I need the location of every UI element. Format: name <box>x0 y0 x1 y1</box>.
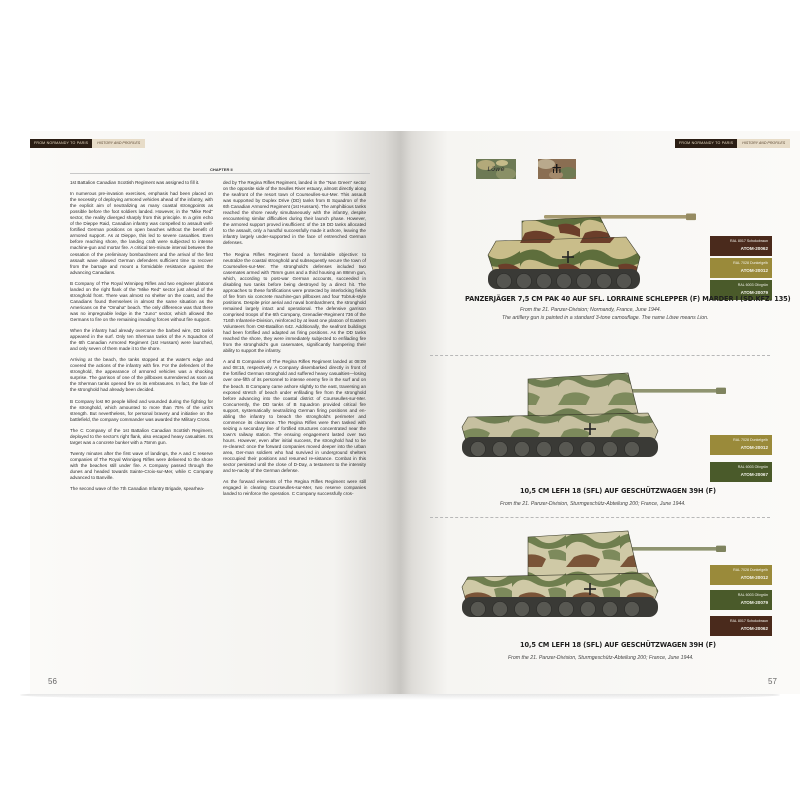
vehicle-profile-39h-a <box>458 369 728 465</box>
profile-title-3: 10,5 CM LEFH 18 (SFL) AUF GESCHÜTZWAGEN 39H (F) <box>520 641 716 649</box>
paragraph: Twenty minutes after the first wave of landings, the A and C reserve companies of The Royal Winnipeg Rifles were delivered to the shore with the beaches still under fire. A Company passed through the dunes and headed towards Sainte-Croix-sur-Mer, while C Company advanced to Banville. <box>70 450 213 481</box>
page-number-left: 56 <box>48 677 57 686</box>
paragraph: B Company of The Royal Winnipeg Rifles and two engineer platoons landed on the right flank of the "Mike Red" sector just ahead of the stronghold front. There was almost no shelter on the coast, and the Canadians found themselves in almost the same situation as the Americans on the "Omaha" beach. The only difference was that there was no impregnable ledge in the "Juno" sector, which allowed the Germans to fire on the remaining invading forces without fire support. <box>70 280 213 322</box>
open-book <box>30 131 791 694</box>
paragraph: Arriving at the beach, the tanks stopped at the water's edge and covered the actions of the infantry with fire. For the defenders of the stronghold, the appearance of armored vehicles was a shocking surprise. The garrison of one of the pillboxes surrendered as soon as the Sherman tanks opened fire on its embrasures. In fact, the fate of the stronghold had already been decided. <box>70 357 213 393</box>
color-swatch-3-3 <box>710 616 772 636</box>
paragraph: The Regina Rifles Regiment faced a formidable objective: to neutralize the coastal stronghold and subsequently secure the town of Courseulles-sur-Mer. The stronghold's defenses included two casemates armed with 75mm guns and a third housing an 88mm gun, which, according to post-war German accounts, succeeded in disabling two tanks before being destroyed by a direct hit. The approaches to these fortifications were protected by interlocking fields of fire from six concrete machine-gun pillboxes and four Tobruk-style positions. Despite prior aerial and naval bombardment, the stronghold remained largely intact and operational. The defensive garrison comprised troops of the 6th Company, Grenadier-Regiment 736 of the 716th Infanterie-Division, reinforced by at least one platoon of Eastern Volunteers from Ost-Bataillon 642. Additionally, the seafront buildings had been fortified and adapted as firing positions. As the DD tanks reached the shore, they were immediately subjected to enfilading fire from the stronghold's gun casemates, significantly hampering their ability to support the infantry. <box>223 251 366 354</box>
text-column-1 <box>70 180 213 497</box>
page-number-right: 57 <box>768 677 777 686</box>
vehicle-profile-39h-b <box>458 529 728 627</box>
color-swatch-3-1 <box>710 565 772 585</box>
ral-name: RAL 6003 Olivgrün <box>737 283 768 287</box>
right-page <box>400 131 800 694</box>
ral-name: RAL 7028 Dunkelgelb <box>733 568 768 572</box>
paint-code: ATOM-20067 <box>740 471 768 477</box>
paint-code: ATOM-20062 <box>740 625 768 631</box>
paragraph: The second wave of the 7th Canadian Infantry Brigade, spearhea- <box>70 486 205 492</box>
chapter-label: CHAPTER II <box>210 167 233 172</box>
profile-title-2: 10,5 CM LEFH 18 (SFL) AUF GESCHÜTZWAGEN 39H (F) <box>520 487 716 495</box>
paint-code: ATOM-20012 <box>740 267 768 273</box>
ral-name: RAL 6003 Olivgrün <box>737 465 768 469</box>
paragraph: ded by The Regina Rifles Regiment, landed in the "Nan Green" sector on the opposite side of the Seulles River estuary, almost directly along the seafront of the resort town of Courseulles-sur-Mer. This assault was supported by Duplex Drive (DD) tanks from B Squadron of the 6th Canadian Armored Regiment (1st Hussars). The amphibious tanks reached the shore nearly simultaneously with the infantry, despite encountering similar difficulties during their launch phase. However, the armored support proved insufficient: of the 19 DD tanks allocated to the assault, only a handful successfully made it ashore, leaving the infantry largely under-supported in the face of entrenched German defenses. <box>223 180 366 246</box>
paragraph: 1st Battalion Canadian Scottish Regiment was assigned to fill it. <box>70 180 200 185</box>
paragraph: The C Company of the 1st Battalion Canadian Scottish Regiment, deployed to the sector's right flank, also escaped heavy casualties. Its target was a concrete bunker with a 75mm gun. <box>70 427 213 445</box>
camo-sample-name-plate <box>476 159 516 179</box>
paragraph: B Company lost 90 people killed and wounded during the fighting for the stronghold, which amounted to more than 75% of the unit's strength. But nevertheless, for personal bravery and initiative on the battlefield, the company commander was awarded the Military Cross. <box>70 398 213 422</box>
paint-code: ATOM-20062 <box>740 245 768 251</box>
paragraph: When the infantry had already overcome the barbed wire, DD tanks appeared in the surf. Only ten Sherman tanks of the A Squadron of the 6th Canadian Armored Regiment (1st Hussars) were launched, and only seven of them made it to the shore. <box>70 328 213 352</box>
paint-code: ATOM-20012 <box>740 444 768 450</box>
vehicle-profile-marder-i <box>460 203 710 299</box>
left-page <box>30 131 400 694</box>
ral-name: RAL 8017 Schokobraun <box>729 619 768 623</box>
paragraph: As the forward elements of The Regina Rifles Regiment were still engaged in clearing Courseulles-sur-Mer, two reserve companies landed to reinforce the operation. C Company successfully cros- <box>223 479 366 497</box>
header-section: HISTORY AND PROFILES <box>92 139 145 148</box>
header-series: FROM NORMANDY TO PARIS <box>675 139 737 148</box>
color-swatch-3-2 <box>710 590 772 610</box>
color-swatch-2-2 <box>710 462 772 482</box>
paragraph: A and B Companies of The Regina Rifles Regiment landed at 08:09 and 08:15, respectively. A Company disembarked directly in front of the fortified German stronghold and suffered heavy casualties—losing over one-fifth of its personnel to intense enemy fire in the surf and on the beach. B Company came ashore slightly to the east, traversing an exposed stretch of beach under enfilading fire from the stronghold before advancing into the coastal district of Courseulles-sur-Mer. Concurrently, the DD tanks of B Squadron provided critical fire support, systematically neutralizing German firing positions and en-abling the infantry to breach the stronghold's perimeter and commence its clearance. The Regina Rifles were then tasked with seizing a secondary line of fortified structures concentrated near the town's railway station. The ensuing engagement lasted over two hours. However, even after initial success, the stronghold had to be re-cleared: once the forward companies moved deeper into the urban area, Ger-man soldiers who had survived in underground shelters reoccupied their positions and resumed re-sistance. Combat in this sector persisted until the close of D-Day, a testament to the intensity and te-nacity of the German defense. <box>223 359 366 474</box>
header-series: FROM NORMANDY TO PARIS <box>30 139 92 148</box>
header-rule <box>70 173 370 174</box>
camo-tag-text: Löwe <box>487 165 505 173</box>
profile-divider <box>430 517 770 518</box>
ral-name: RAL 8017 Schokobraun <box>729 239 768 243</box>
ral-name: RAL 7028 Dunkelgelb <box>733 438 768 442</box>
text-column-2 <box>223 180 366 502</box>
paragraph: In numerous pre-invasion exercises, emphasis had been placed on the necessity of deploying armored vehicles ahead of the infantry, with the explicit aim of neutralizing as many coastal strongpoints as possible before the foot soldiers landed. However, in the "Mike Red" sector, the reality diverged sharply from this principle. In a grim echo of the Dieppe Raid, Canadian infantry was compelled to assault well-fortified German positions on open beaches without the benefit of armored support. As at Dieppe, this led to severe casualties. Even before reaching shore, the landing craft were subjected to intense machine-gun and mortar fire. A critical ten-minute interval between the cessation of the preliminary bombardment and the arrival of the first assault wave allowed German defenders sufficient time to recover from the barrage and mount a formidable resistance against the advancing Canadians. <box>70 191 213 275</box>
paint-code: ATOM-20012 <box>740 574 768 580</box>
profile-divider <box>430 355 770 356</box>
paint-code: ATOM-20079 <box>740 599 768 605</box>
header-section: HISTORY AND PROFILES <box>737 139 790 148</box>
ral-name: RAL 7028 Dunkelgelb <box>733 261 768 265</box>
profile-subtitle-3: From the 21. Panzer-Division, Sturmgeschütz-Abteilung 200; France, June 1944. <box>508 655 694 661</box>
profile-subtitle-1b: The artillery gun is painted in a standard 3-tone camouflage. The name Löwe means Lion. <box>502 315 709 321</box>
running-header-right <box>675 139 790 148</box>
paint-code: ATOM-20079 <box>740 289 768 295</box>
camo-sample-emblem <box>538 159 576 179</box>
color-swatch-1-1 <box>710 236 772 256</box>
running-header-left <box>30 139 145 148</box>
ral-name: RAL 6003 Olivgrün <box>737 593 768 597</box>
profile-title-1: PANZERJÄGER 7,5 CM PAK 40 AUF SFL. LORRAINE SCHLEPPER (F) MARDER I (SD.KFZ. 135) <box>465 295 791 303</box>
color-swatch-2-1 <box>710 435 772 455</box>
profile-subtitle-2: From the 21. Panzer-Division, Sturmgeschütz-Abteilung 200; France, June 1944. <box>500 501 686 507</box>
color-swatch-1-2 <box>710 258 772 278</box>
profile-subtitle-1a: From the 21. Panzer-Division; Normandy, France, June 1944. <box>520 307 662 313</box>
